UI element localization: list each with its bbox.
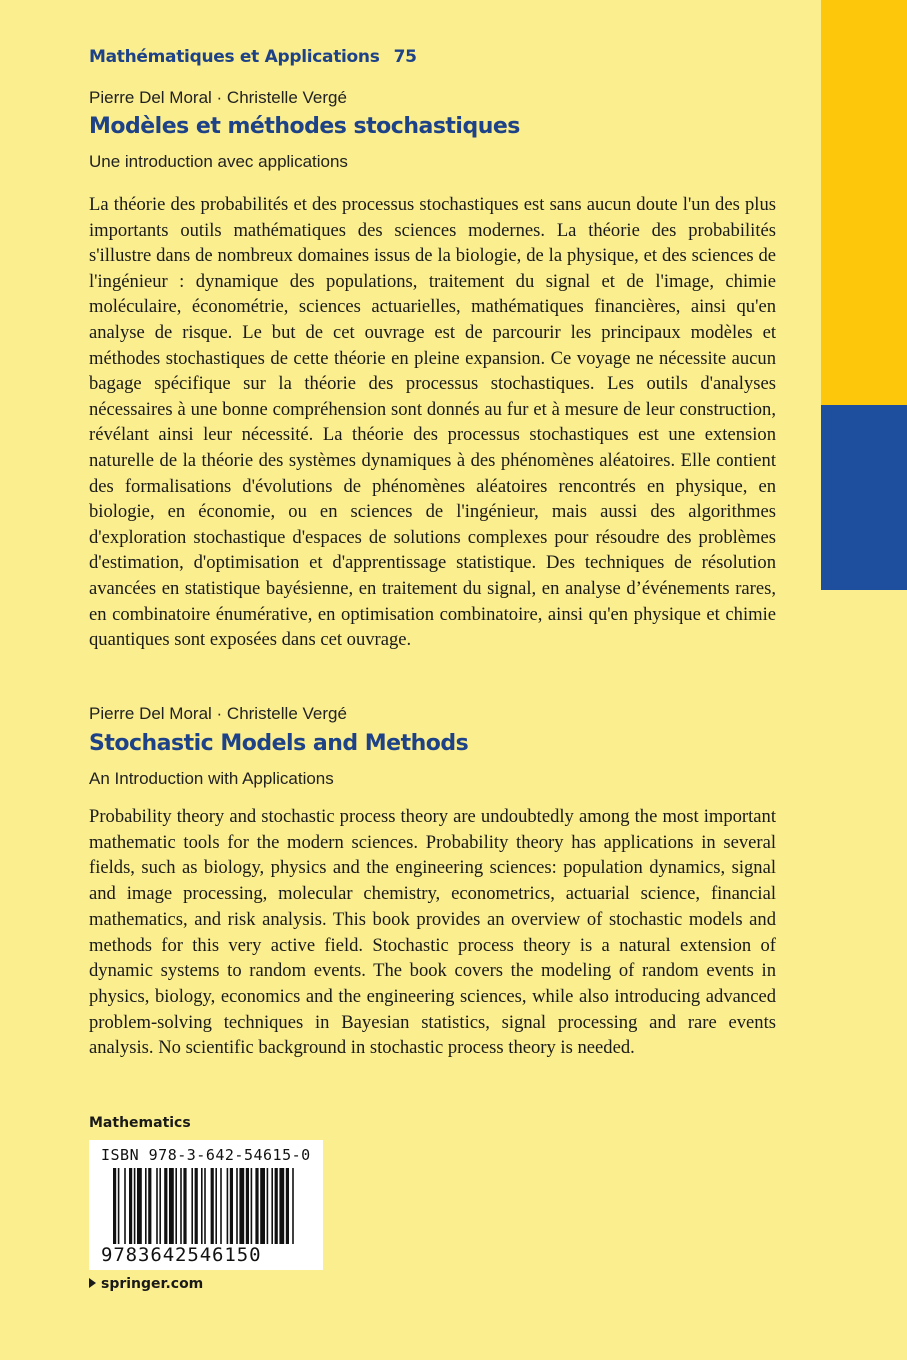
barcode-bar — [204, 1168, 206, 1244]
barcode-bar — [148, 1168, 151, 1244]
barcode-bar — [215, 1168, 217, 1244]
barcode-bar — [118, 1168, 120, 1244]
barcode-bar — [124, 1168, 126, 1244]
english-blurb: Probability theory and stochastic process theory are undoubtedly among the most important mathematic tools for the modern sciences. Probability theory has applications in several fields, such as biology, physics and the engineering sciences: population dynamics, signal and image processing, molecular chemistry, econometrics, actuarial science, financial mathematics, and risk analysis. This book provides an overview of stochastic models and methods for this very active field. Stochastic process theory is a natural extension of dynamic systems to random events. The book covers the modeling of random events in physics, biology, economics and the engineering sciences, while also introducing advanced problem-solving techniques in Bayesian statistics, signal processing and rare events analysis. No scientific background in stochastic process theory is needed. — [89, 806, 776, 1059]
barcode-icon — [89, 1168, 323, 1244]
french-subtitle: Une introduction avec applications — [89, 152, 348, 171]
barcode-bar — [211, 1168, 214, 1244]
english-authors: Pierre Del Moral · Christelle Vergé — [89, 704, 347, 723]
barcode-bar — [134, 1168, 136, 1244]
barcode-bar — [164, 1168, 167, 1244]
arrow-right-icon — [89, 1278, 96, 1288]
french-blurb: La théorie des probabilités et des processus stochastiques est sans aucun doute l'un des plus importants outils mathématiques des sciences modernes. La théorie des probabilités s'illustre dans de nombreux domaines issus de la biologie, de la physique, et des sciences de l'ingénieur : dynamique des populations, traitement du signal et de l'image, chimie moléculaire, économétrie, sciences actuarielles, mathématiques financières, ainsi qu'en analyse de risque. Le but de cet ouvrage est de parcourir les principaux modèles et méthodes stochastiques de cette théorie en pleine expansion. Ce voyage ne nécessite aucun bagage spécifique sur la théorie des processus stochastiques. Les outils d'analyses nécessaires à une bonne compréhension sont donnés au fur et à mesure de leur construction, révélant ainsi leur nécessité. La théorie des processus stochastiques est une extension naturelle de la théorie des systèmes dynamiques à des phénomènes aléatoires. Elle contient des formalisations d'évolutions de phénomènes aléatoires rencontrés en physique, en biologie, en économie, ou en sciences de l'ingénieur, mais aussi des algorithmes d'exploration stochastique d'espaces de solutions complexes pour résoudre des problèmes d'estimation, d'optimisation et d'apprentissage statistique. Des techniques de résolution avancées en statistique bayésienne, en traitement du signal, en analyse d’événements rares, en combinatoire énumérative, en optimisation combinatoire, ainsi qu'en physique et chimie quantiques sont exposées dans cet ouvrage. — [89, 194, 776, 651]
barcode-bar — [145, 1168, 147, 1244]
series-header — [89, 47, 417, 67]
barcode-bar — [175, 1168, 177, 1244]
barcode-bar — [183, 1168, 186, 1244]
french-authors: Pierre Del Moral · Christelle Vergé — [89, 88, 347, 107]
barcode-bar — [292, 1168, 294, 1244]
barcode-bar — [169, 1168, 174, 1244]
barcode-bar — [286, 1168, 289, 1244]
ean-digits: 9783642546150 — [101, 1244, 262, 1266]
barcode-bar — [159, 1168, 161, 1244]
barcode-bar — [220, 1168, 222, 1244]
website-text: springer.com — [101, 1276, 204, 1292]
series-number: 75 — [393, 47, 417, 67]
french-title: Modèles et méthodes stochastiques — [89, 114, 520, 139]
barcode-bar — [230, 1168, 233, 1244]
barcode-bar — [239, 1168, 244, 1244]
barcode-bar — [156, 1168, 158, 1244]
subject-category: Mathematics — [89, 1115, 191, 1131]
barcode-bar — [267, 1168, 269, 1244]
english-title: Stochastic Models and Methods — [89, 731, 469, 756]
barcode-bar — [195, 1168, 198, 1244]
barcode-bar — [191, 1168, 193, 1244]
accent-stripe-yellow — [821, 0, 907, 405]
series-name: Mathématiques et Applications — [89, 47, 380, 67]
barcode-bar — [201, 1168, 203, 1244]
barcode-bar — [180, 1168, 182, 1244]
barcode-bar — [236, 1168, 238, 1244]
barcode-bar — [137, 1168, 142, 1244]
website-link[interactable] — [89, 1276, 203, 1292]
barcode-bar — [129, 1168, 132, 1244]
accent-stripe-blue — [821, 405, 907, 590]
barcode-bar — [255, 1168, 258, 1244]
isbn-label: ISBN 978-3-642-54615-0 — [101, 1146, 311, 1164]
english-subtitle: An Introduction with Applications — [89, 769, 334, 788]
barcode-bar — [227, 1168, 229, 1244]
barcode-bar — [251, 1168, 253, 1244]
barcode-bar — [271, 1168, 273, 1244]
barcode-panel — [89, 1140, 323, 1270]
barcode-bar — [113, 1168, 116, 1244]
barcode-bar — [279, 1168, 284, 1244]
barcode-bar — [260, 1168, 265, 1244]
barcode-bar — [275, 1168, 278, 1244]
barcode-bar — [246, 1168, 249, 1244]
